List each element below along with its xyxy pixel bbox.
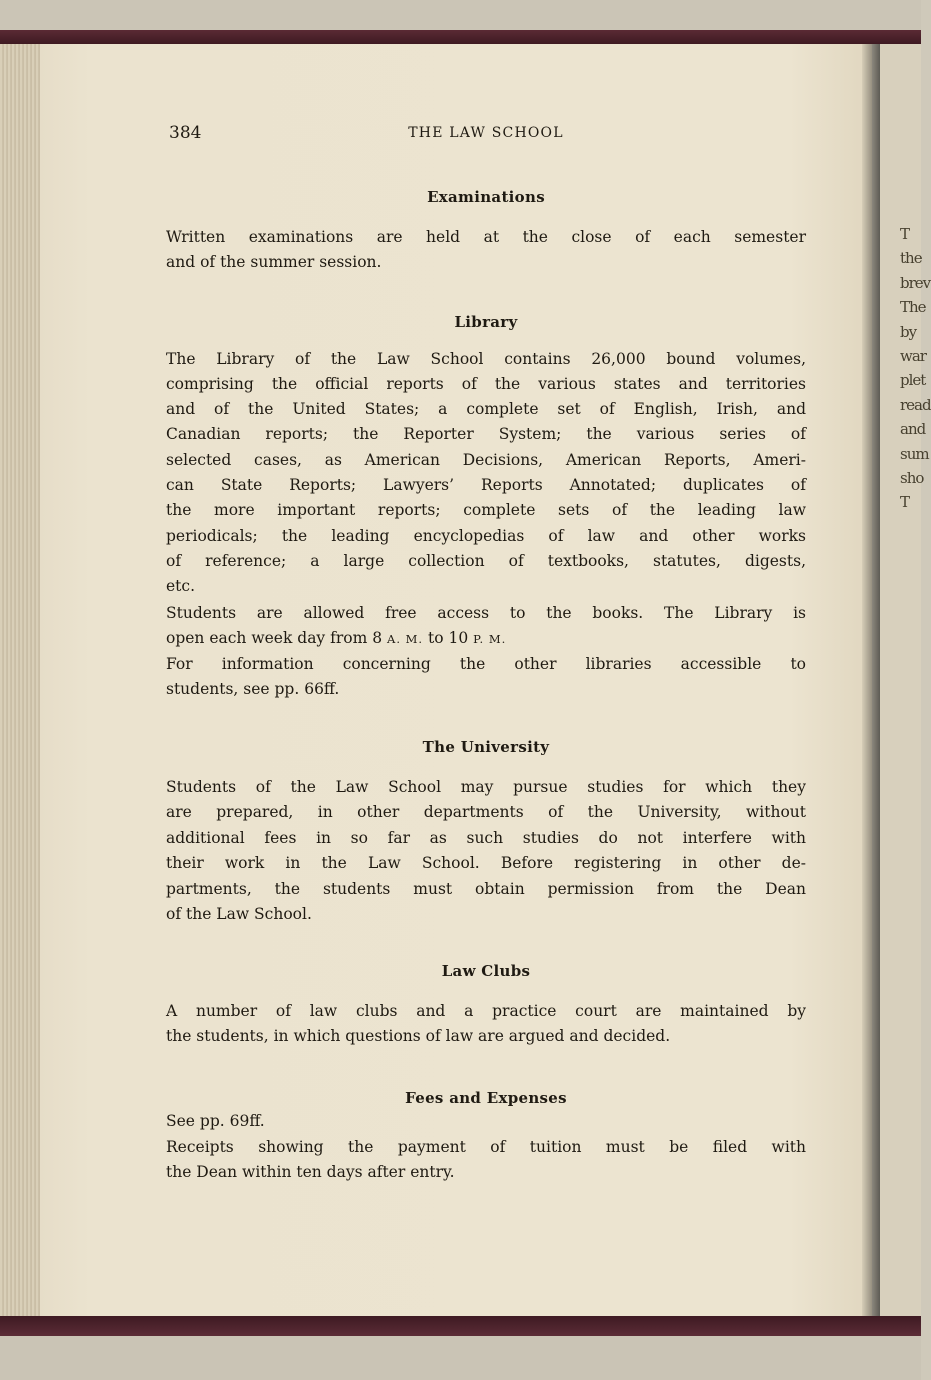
paragraph-line: are prepared, in other departments of the University, without (166, 803, 806, 821)
paragraph-line: of the Law School. (166, 905, 312, 923)
heading-law-clubs: Law Clubs (441, 962, 531, 980)
paragraph-line: etc. (166, 577, 196, 595)
book-cover-edge-bottom (0, 1316, 921, 1336)
facing-fragment: brev (900, 273, 931, 292)
paragraph-line: periodicals; the leading encyclopedias of law and other works (166, 527, 806, 545)
book-cover-edge-top (0, 30, 921, 44)
paragraph-line: can State Reports; Lawyers’ Reports Annotated; duplicates of (166, 476, 806, 494)
heading-library: Library (454, 313, 518, 331)
paragraph-line: Students of the Law School may pursue studies for which they (166, 778, 806, 796)
running-head (166, 123, 806, 149)
paragraph-line: students, see pp. 66ff. (166, 680, 340, 698)
facing-fragment: sho (900, 468, 924, 487)
heading-university: The University (422, 738, 550, 756)
paragraph-line: their work in the Law School. Before registering in other de- (166, 854, 806, 872)
facing-fragment: plet (900, 371, 926, 390)
paragraph-line: A number of law clubs and a practice court are maintained by (166, 1002, 806, 1020)
paragraph-line: Students are allowed free access to the books. The Library is (166, 604, 806, 622)
running-head-title: THE LAW SCHOOL (408, 125, 564, 141)
page-number: 384 (169, 123, 202, 143)
paragraph-line: partments, the students must obtain permission from the Dean (166, 880, 806, 898)
paragraph-line: Canadian reports; the Reporter System; the various series of (166, 425, 806, 443)
facing-fragment: the (900, 249, 922, 268)
paragraph-line: the students, in which questions of law are argued and decided. (166, 1027, 671, 1045)
heading-fees-expenses: Fees and Expenses (405, 1089, 567, 1107)
facing-fragment: and (900, 420, 926, 439)
paragraph-line: The Library of the Law School contains 26,000 bound volumes, (166, 350, 806, 368)
paragraph-line: of reference; a large collection of textbooks, statutes, digests, (166, 552, 806, 570)
paragraph-line: and of the United States; a complete set of English, Irish, and (166, 400, 806, 418)
paragraph-line: the Dean within ten days after entry. (166, 1163, 455, 1181)
facing-fragment: The (900, 298, 926, 317)
paragraph-line: and of the summer session. (166, 253, 382, 271)
paragraph-line: See pp. 69ff. (166, 1112, 265, 1130)
facing-fragment: war (900, 346, 926, 365)
paragraph-line: For information concerning the other libraries accessible to (166, 655, 806, 673)
paragraph-line: selected cases, as American Decisions, American Reports, Ameri- (166, 451, 806, 469)
scan-background-bottom (0, 1336, 921, 1380)
hours-pm: P. M. (473, 632, 507, 646)
paragraph-line: additional fees in so far as such studies do not interfere with (166, 829, 806, 847)
paragraph-line: comprising the official reports of the various states and territories (166, 375, 806, 393)
page-edges-left (0, 44, 44, 1316)
spine-shadow (862, 44, 880, 1316)
paragraph-line: Receipts showing the payment of tuition must be filed with (166, 1138, 806, 1156)
facing-fragment: read (900, 395, 931, 414)
paragraph-line: the more important reports; complete sets of the leading law (166, 501, 806, 519)
paragraph-line: Written examinations are held at the close of each semester (166, 228, 806, 246)
heading-examinations: Examinations (427, 188, 545, 206)
facing-fragment: T (900, 493, 910, 512)
hours-prefix: open each week day from 8 (166, 629, 388, 647)
hours-am: A. M. (387, 632, 424, 646)
hours-middle: to 10 (423, 629, 474, 647)
facing-fragment: by (900, 322, 917, 341)
facing-fragment: T (900, 225, 910, 243)
facing-page-text-fragments (900, 222, 931, 515)
facing-fragment: sum (900, 444, 929, 463)
library-hours-line (166, 629, 806, 647)
